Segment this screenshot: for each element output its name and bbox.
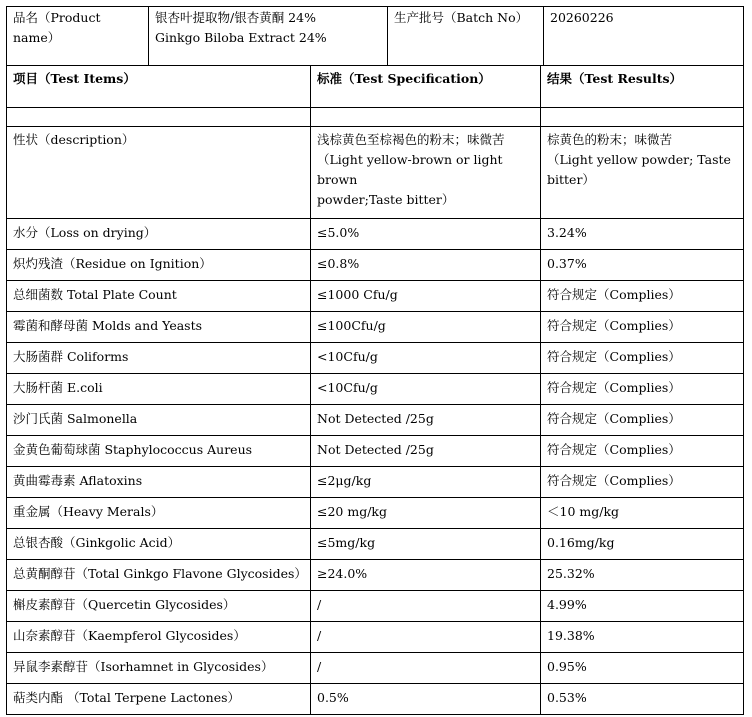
description-result-line: （Light yellow powder; Taste (547, 152, 731, 167)
test-spec: / (317, 628, 322, 643)
header-spec-cell (311, 66, 541, 108)
test-result: 3.24% (547, 225, 587, 240)
description-item: 性状（description） (13, 132, 135, 147)
test-result-cell (541, 591, 744, 622)
description-result-line: 棕黄色的粉末；味微苦 (547, 132, 673, 147)
product-name-value-cell (149, 7, 388, 66)
batch-value: 20260226 (550, 10, 614, 25)
test-item-cell (7, 343, 311, 374)
table-row (7, 281, 744, 312)
product-info-table (6, 6, 744, 66)
test-result-cell (541, 529, 744, 560)
test-item: 沙门氏菌 Salmonella (13, 411, 138, 426)
test-result-cell (541, 281, 744, 312)
test-item: 总银杏酸（Ginkgolic Acid） (13, 535, 181, 550)
test-spec-cell (311, 281, 541, 312)
test-spec-cell (311, 498, 541, 529)
test-item: 黄曲霉毒素 Aflatoxins (13, 473, 143, 488)
table-row (7, 405, 744, 436)
test-item-cell (7, 653, 311, 684)
test-spec-cell (311, 343, 541, 374)
test-item: 霉菌和酵母菌 Molds and Yeasts (13, 318, 203, 333)
description-spec-line: powder;Taste bitter） (317, 192, 455, 207)
test-result: 0.16mg/kg (547, 535, 615, 550)
description-spec-line: （Light yellow-brown or light brown (317, 152, 503, 187)
test-item-cell (7, 498, 311, 529)
test-spec: ≤0.8% (317, 256, 360, 271)
test-spec-cell (311, 560, 541, 591)
test-spec-cell (311, 467, 541, 498)
header-items-cell (7, 66, 311, 108)
description-spec-cell (311, 127, 541, 219)
test-result: 符合规定（Complies） (547, 442, 681, 457)
description-result-line: bitter） (547, 172, 595, 187)
test-result: 符合规定（Complies） (547, 349, 681, 364)
description-result-cell (541, 127, 744, 219)
test-item-cell (7, 374, 311, 405)
table-row (7, 622, 744, 653)
test-spec: <10Cfu/g (317, 349, 378, 364)
test-spec-cell (311, 312, 541, 343)
table-row (7, 436, 744, 467)
header-test-items: 项目（Test Items） (13, 71, 136, 86)
test-item: 总细菌数 Total Plate Count (13, 287, 177, 302)
test-result-cell (541, 343, 744, 374)
test-spec-cell (311, 591, 541, 622)
test-result-cell (541, 653, 744, 684)
table-row (7, 219, 744, 250)
test-spec: Not Detected /25g (317, 442, 434, 457)
test-item-cell (7, 560, 311, 591)
test-item: 大肠杆菌 E.coli (13, 380, 103, 395)
test-spec: ≤2μg/kg (317, 473, 372, 488)
test-result-cell (541, 560, 744, 591)
spacer-row (7, 108, 744, 127)
test-item: 异鼠李素醇苷（Isorhamnet in Glycosides） (13, 659, 274, 674)
test-spec-cell (311, 653, 541, 684)
test-spec: / (317, 659, 322, 674)
table-row (7, 312, 744, 343)
test-result: 符合规定（Complies） (547, 473, 681, 488)
test-spec: Not Detected /25g (317, 411, 434, 426)
test-result-cell (541, 498, 744, 529)
product-name-label: 品名（Product name） (13, 10, 101, 45)
test-item-cell (7, 312, 311, 343)
description-spec-line: 浅棕黄色至棕褐色的粉末；味微苦 (317, 132, 505, 147)
test-spec: ≤1000 Cfu/g (317, 287, 398, 302)
test-result: 0.53% (547, 690, 587, 705)
test-result-cell (541, 622, 744, 653)
test-result: 符合规定（Complies） (547, 318, 681, 333)
description-item-cell (7, 127, 311, 219)
test-item-cell (7, 684, 311, 715)
test-spec-cell (311, 436, 541, 467)
test-result-cell (541, 405, 744, 436)
table-row (7, 498, 744, 529)
product-name-en: Ginkgo Biloba Extract 24% (155, 30, 327, 45)
test-result: 符合规定（Complies） (547, 380, 681, 395)
test-results-table (6, 65, 744, 715)
test-item: 大肠菌群 Coliforms (13, 349, 129, 364)
test-spec-cell (311, 405, 541, 436)
table-row (7, 560, 744, 591)
test-result: 25.32% (547, 566, 595, 581)
batch-label-cell (388, 7, 544, 66)
spacer-cell (311, 108, 541, 127)
table-row (7, 250, 744, 281)
table-row (7, 591, 744, 622)
test-item: 金黄色葡萄球菌 Staphylococcus Aureus (13, 442, 253, 457)
table-row (7, 374, 744, 405)
test-spec-cell (311, 529, 541, 560)
test-item-cell (7, 281, 311, 312)
test-spec-cell (311, 622, 541, 653)
test-item: 炽灼残渣（Residue on Ignition） (13, 256, 212, 271)
batch-label: 生产批号（Batch No） (394, 10, 529, 25)
table-row (7, 529, 744, 560)
test-spec: ≤5.0% (317, 225, 360, 240)
batch-value-cell (544, 7, 744, 66)
test-spec-cell (311, 219, 541, 250)
description-row (7, 127, 744, 219)
table-row (7, 684, 744, 715)
test-spec: <10Cfu/g (317, 380, 378, 395)
test-result-cell (541, 250, 744, 281)
header-row (7, 66, 744, 108)
test-item-cell (7, 591, 311, 622)
test-result: 符合规定（Complies） (547, 411, 681, 426)
test-item: 水分（Loss on drying） (13, 225, 157, 240)
header-results-cell (541, 66, 744, 108)
test-item-cell (7, 219, 311, 250)
header-test-results: 结果（Test Results） (547, 71, 683, 86)
spacer-cell (541, 108, 744, 127)
product-info-row (7, 7, 744, 66)
test-item-cell (7, 405, 311, 436)
test-item: 萜类内酯 （Total Terpene Lactones） (13, 690, 241, 705)
test-item: 总黄酮醇苷（Total Ginkgo Flavone Glycosides） (13, 566, 307, 581)
test-spec-cell (311, 250, 541, 281)
test-result: 0.37% (547, 256, 587, 271)
test-item-cell (7, 436, 311, 467)
test-spec: / (317, 597, 322, 612)
test-spec: ≤100Cfu/g (317, 318, 386, 333)
test-spec: ≥24.0% (317, 566, 368, 581)
test-spec-cell (311, 684, 541, 715)
test-item-cell (7, 467, 311, 498)
test-result: 符合规定（Complies） (547, 287, 681, 302)
test-result-cell (541, 374, 744, 405)
table-row (7, 343, 744, 374)
test-item: 重金属（Heavy Merals） (13, 504, 164, 519)
table-row (7, 653, 744, 684)
table-row (7, 467, 744, 498)
test-result-cell (541, 312, 744, 343)
test-spec: ≤20 mg/kg (317, 504, 387, 519)
test-item: 山奈素醇苷（Kaempferol Glycosides） (13, 628, 246, 643)
header-test-spec: 标准（Test Specification） (317, 71, 491, 86)
product-name-cn: 银杏叶提取物/银杏黄酮 24% (155, 10, 316, 25)
test-spec-cell (311, 374, 541, 405)
spacer-cell (7, 108, 311, 127)
test-result-cell (541, 436, 744, 467)
test-result-cell (541, 684, 744, 715)
test-item: 槲皮素醇苷（Quercetin Glycosides） (13, 597, 236, 612)
test-result: 4.99% (547, 597, 587, 612)
test-result: 19.38% (547, 628, 595, 643)
test-item-cell (7, 622, 311, 653)
product-name-label-cell (7, 7, 149, 66)
test-item-cell (7, 250, 311, 281)
test-item-cell (7, 529, 311, 560)
test-spec: ≤5mg/kg (317, 535, 376, 550)
test-rows-body (7, 219, 744, 715)
test-result: ＜10 mg/kg (547, 504, 620, 519)
test-result-cell (541, 467, 744, 498)
test-result: 0.95% (547, 659, 587, 674)
test-result-cell (541, 219, 744, 250)
test-spec: 0.5% (317, 690, 349, 705)
